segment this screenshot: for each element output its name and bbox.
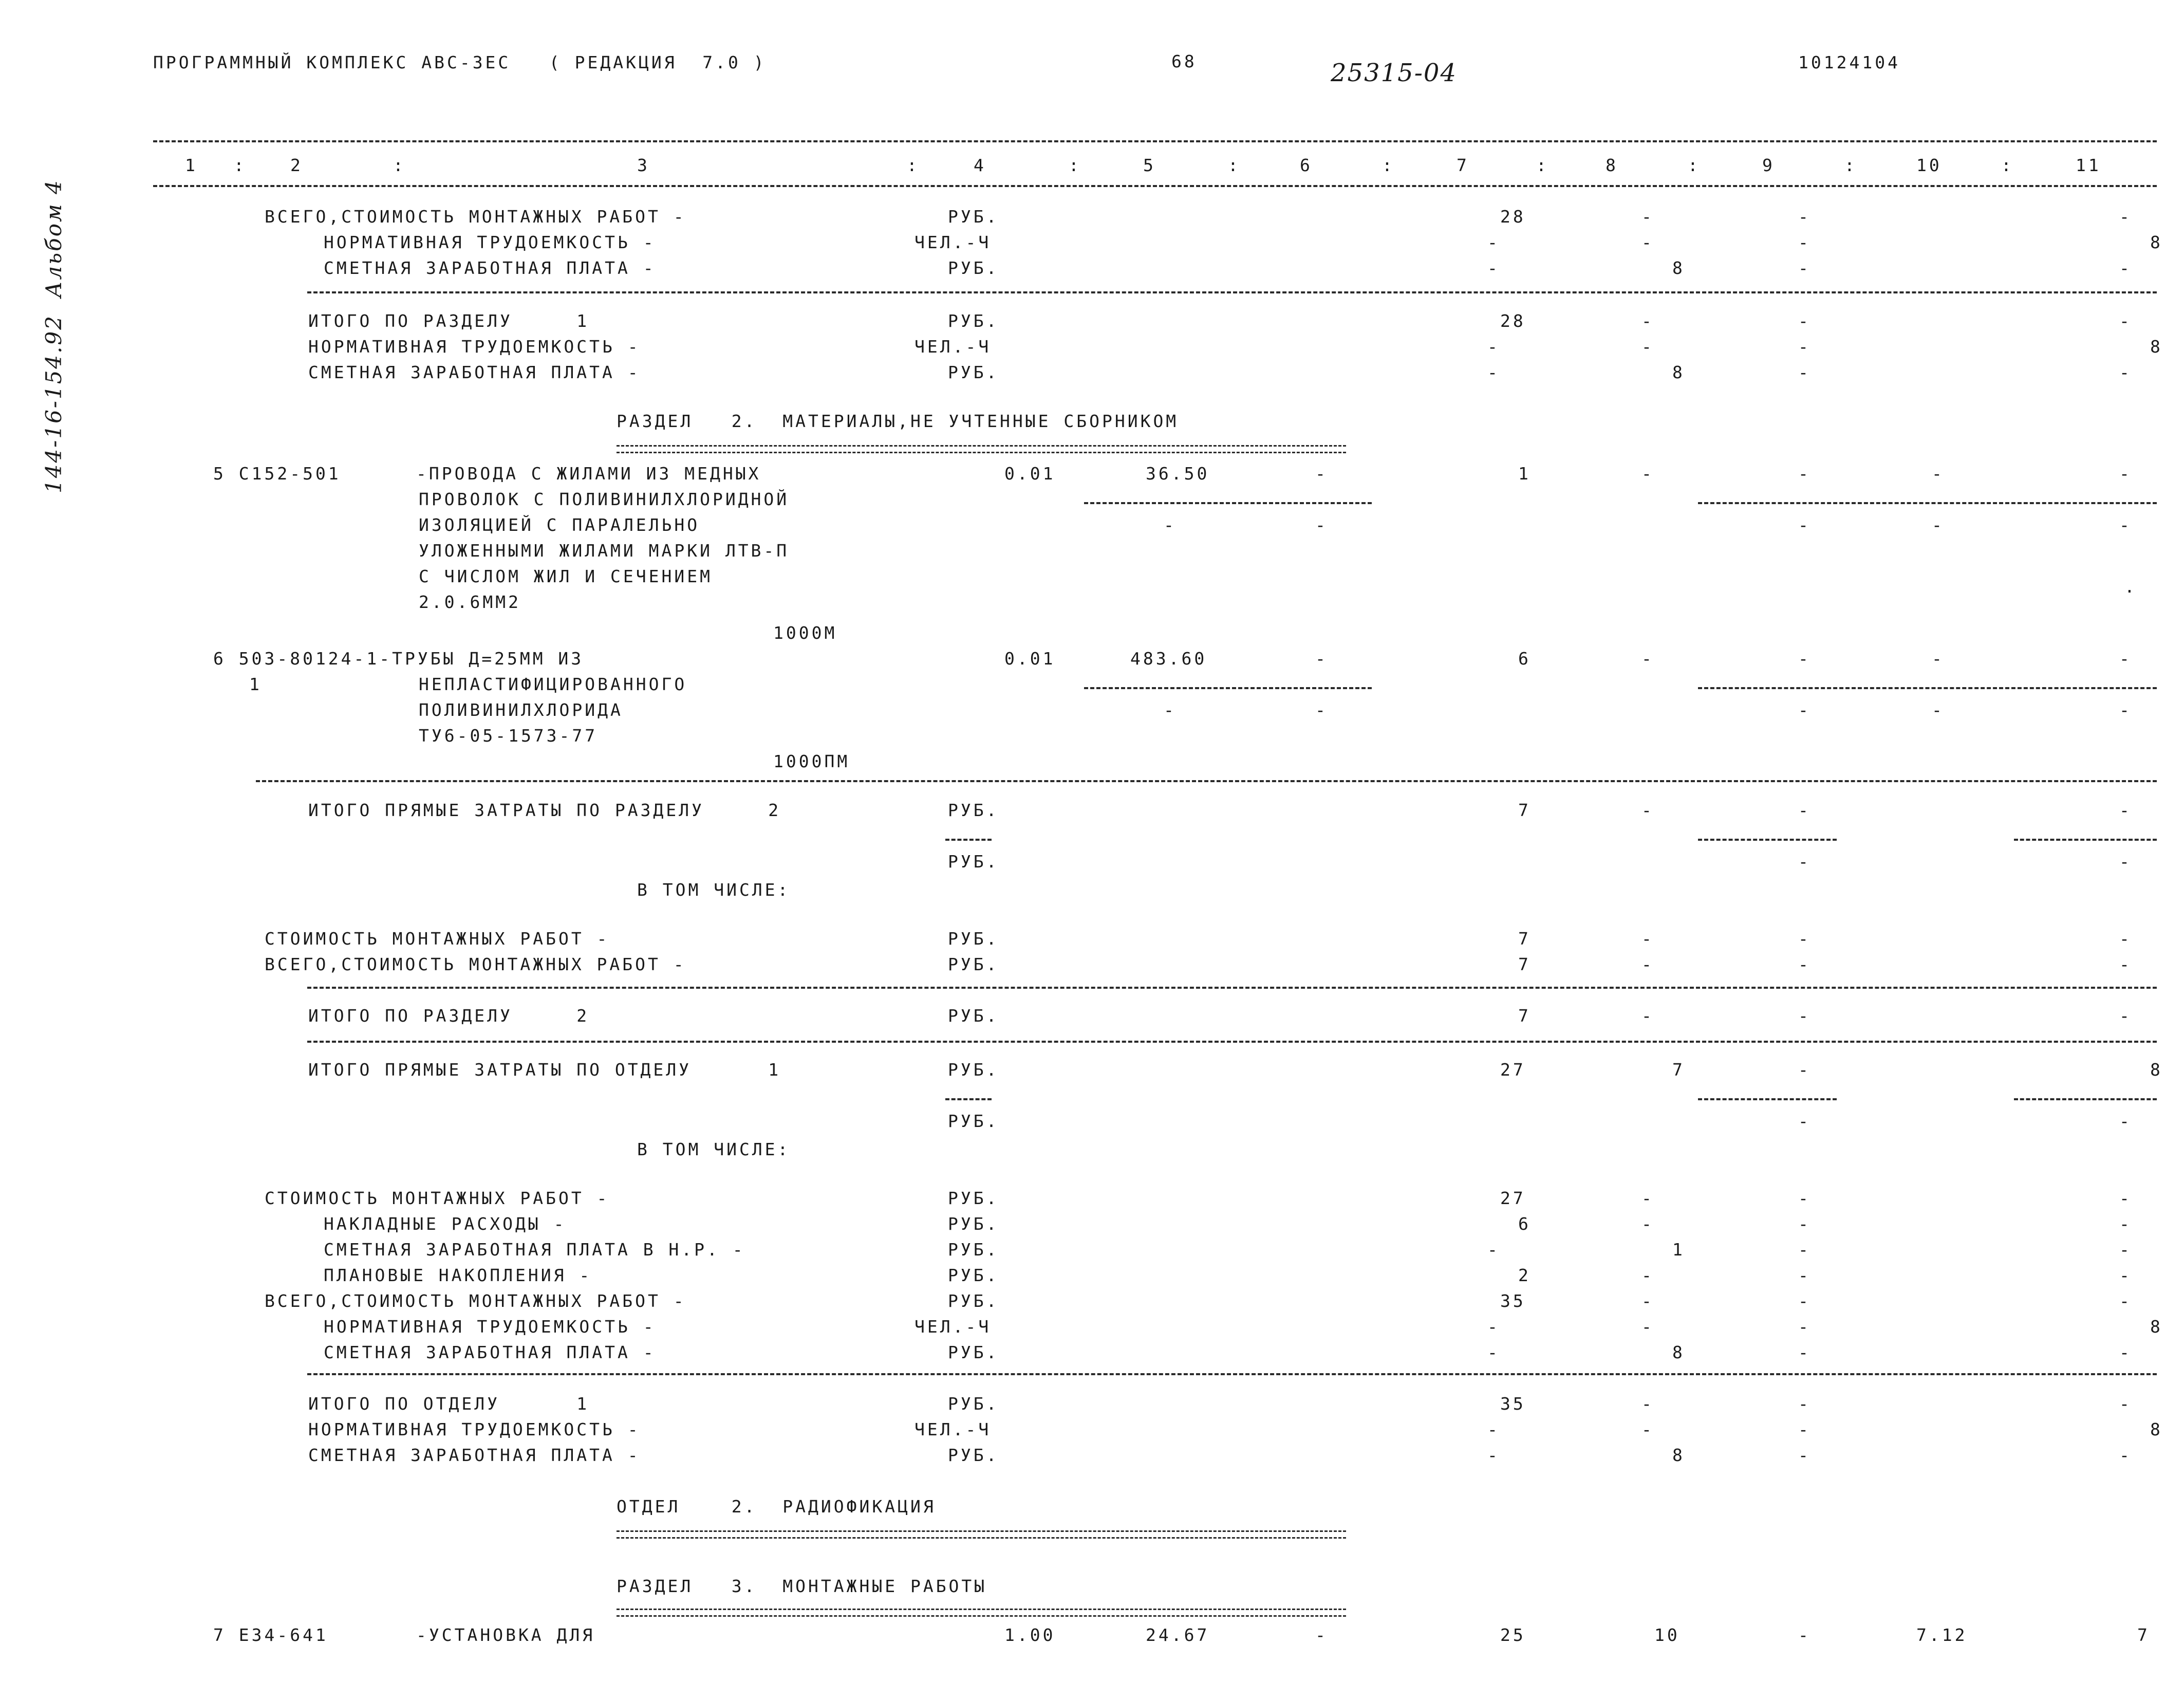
row-text: 24.67 <box>1146 1625 1210 1645</box>
row-text: РУБ. <box>948 1342 999 1362</box>
row-text: ПЛАНОВЫЕ НАКОПЛЕНИЯ - <box>324 1265 592 1285</box>
row-text: 2 <box>1518 1265 1531 1285</box>
row-text: - <box>2119 1240 2132 1260</box>
rule <box>945 839 992 841</box>
rule <box>307 291 2157 293</box>
row-text: РАЗДЕЛ 2. МАТЕРИАЛЫ,НЕ УЧТЕННЫЕ СБОРНИКОМ <box>617 411 1179 431</box>
row-text: 7.12 <box>1916 1625 1968 1645</box>
row-text: - <box>1932 515 1945 535</box>
row-text: ЧЕЛ.-Ч <box>914 1419 992 1439</box>
column-header-5: 5 <box>1143 155 1156 175</box>
column-header-2: 2 <box>290 155 303 175</box>
row-text: 7 Е34-641 <box>213 1625 328 1645</box>
row-text: 28 <box>1500 207 1526 227</box>
row-text: - <box>1641 1188 1654 1208</box>
row-text: - <box>1315 1625 1328 1645</box>
row-text: ОТДЕЛ 2. РАДИОФИКАЦИЯ <box>617 1496 936 1517</box>
row-text: РУБ. <box>948 1006 999 1026</box>
row-text: - <box>1641 1394 1654 1414</box>
row-text: СМЕТНАЯ ЗАРАБОТНАЯ ПЛАТА - <box>308 362 641 382</box>
column-header-7: 7 <box>1457 155 1469 175</box>
row-text: РУБ. <box>948 1240 999 1260</box>
row-text: - <box>1641 1265 1654 1285</box>
row-text: - <box>1798 1111 1811 1131</box>
row-text: - <box>1641 929 1654 949</box>
row-text: - <box>1798 311 1811 331</box>
row-text: - <box>1164 700 1177 720</box>
row-text: - <box>1798 1240 1811 1260</box>
row-text: 0.01 <box>1004 649 1056 669</box>
row-text: РУБ. <box>948 207 999 227</box>
row-text: - <box>1798 649 1811 669</box>
row-text: ИТОГО ПО ОТДЕЛУ 1 <box>308 1394 590 1414</box>
row-text: - <box>1315 464 1328 484</box>
album-side-note: 144-16-154.92 Альбом 4 <box>41 179 66 493</box>
row-text: В ТОМ ЧИСЛЕ: <box>637 1139 791 1159</box>
row-text: РУБ. <box>948 1291 999 1311</box>
row-text: - <box>2119 1445 2132 1465</box>
row-text: - <box>2119 1265 2132 1285</box>
column-separator: : <box>1069 155 1081 175</box>
row-text: - <box>1641 464 1654 484</box>
program-title: ПРОГРАММНЫЙ КОМПЛЕКС АВС-3ЕС ( РЕДАКЦИЯ 7.0 ) <box>153 52 767 72</box>
row-text: 6 <box>1518 649 1531 669</box>
row-text: - <box>1798 1445 1811 1465</box>
row-text: - <box>2119 852 2132 872</box>
row-text: 483.60 <box>1130 649 1207 669</box>
row-text: 7 <box>1518 800 1531 820</box>
row-text: 7 <box>2137 1625 2150 1645</box>
row-text: НОРМАТИВНАЯ ТРУДОЕМКОСТЬ - <box>324 232 656 252</box>
row-text: 5 С152-501 <box>213 464 341 484</box>
row-text: 1 <box>1518 464 1531 484</box>
row-text: РУБ. <box>948 1445 999 1465</box>
column-separator: : <box>1844 155 1857 175</box>
row-text: - <box>2119 1394 2132 1414</box>
row-text: РУБ. <box>948 362 999 382</box>
row-text: РУБ. <box>948 311 999 331</box>
document-code: 25315-04 <box>1331 59 1457 87</box>
row-text: РАЗДЕЛ 3. МОНТАЖНЫЕ РАБОТЫ <box>617 1576 987 1596</box>
row-text: - <box>1798 337 1811 357</box>
column-header-9: 9 <box>1762 155 1775 175</box>
row-text: - <box>1487 337 1500 357</box>
row-text: РУБ. <box>948 1188 999 1208</box>
row-text: 10 <box>1654 1625 1680 1645</box>
row-text: 7 <box>1672 1060 1685 1080</box>
row-text: -УСТАНОВКА ДЛЯ <box>416 1625 595 1645</box>
row-text: - <box>2119 362 2132 382</box>
row-text: РУБ. <box>948 1214 999 1234</box>
row-text: - <box>1932 700 1945 720</box>
row-text: - <box>1798 852 1811 872</box>
row-text: ВСЕГО,СТОИМОСТЬ МОНТАЖНЫХ РАБОТ - <box>265 207 686 227</box>
row-text: НОРМАТИВНАЯ ТРУДОЕМКОСТЬ - <box>324 1317 656 1337</box>
row-text: ЧЕЛ.-Ч <box>914 337 992 357</box>
row-text: НАКЛАДНЫЕ РАСХОДЫ - <box>324 1214 567 1234</box>
row-text: 1.00 <box>1004 1625 1056 1645</box>
row-text: - <box>2119 464 2132 484</box>
column-header-10: 10 <box>1916 155 1942 175</box>
row-text: - <box>1487 258 1500 278</box>
column-header-4: 4 <box>974 155 986 175</box>
row-text: - <box>1315 700 1328 720</box>
row-text: ИТОГО ПО РАЗДЕЛУ 1 <box>308 311 590 331</box>
row-text: 8 <box>1672 258 1685 278</box>
column-header-1: 1 <box>185 155 198 175</box>
row-text: РУБ. <box>948 1394 999 1414</box>
column-separator: : <box>1688 155 1701 175</box>
row-text: - <box>1487 1419 1500 1439</box>
column-separator: : <box>393 155 406 175</box>
row-text: 8 <box>1672 1342 1685 1362</box>
column-separator: : <box>907 155 920 175</box>
row-text: - <box>1164 515 1177 535</box>
rule <box>1084 687 1372 689</box>
rule <box>1698 839 1837 841</box>
row-text: - <box>1798 800 1811 820</box>
row-text: - <box>1641 232 1654 252</box>
row-text: 1 <box>1672 1240 1685 1260</box>
row-text: - <box>2119 1214 2132 1234</box>
row-text: - <box>1798 1214 1811 1234</box>
column-separator: : <box>1382 155 1395 175</box>
row-text: 7 <box>1518 954 1531 974</box>
row-text: 8 <box>2150 1317 2163 1337</box>
row-text: СМЕТНАЯ ЗАРАБОТНАЯ ПЛАТА - <box>324 1342 656 1362</box>
row-text: - <box>1641 1419 1654 1439</box>
row-text: - <box>2119 311 2132 331</box>
row-text: - <box>1641 1006 1654 1026</box>
double-underline <box>617 1609 1346 1617</box>
row-text: - <box>2119 929 2132 949</box>
rule <box>2014 839 2157 841</box>
row-text: 1000М <box>773 623 837 643</box>
row-text: - <box>1932 464 1945 484</box>
row-text: ВСЕГО,СТОИМОСТЬ МОНТАЖНЫХ РАБОТ - <box>265 954 686 974</box>
row-text: В ТОМ ЧИСЛЕ: <box>637 880 791 900</box>
rule <box>945 1098 992 1100</box>
row-text: - <box>1315 649 1328 669</box>
row-text: - <box>2119 1291 2132 1311</box>
row-text: - <box>1641 954 1654 974</box>
row-text: - <box>1798 515 1811 535</box>
row-text: - <box>1798 1419 1811 1439</box>
column-header-11: 11 <box>2076 155 2101 175</box>
row-text: - <box>2119 1006 2132 1026</box>
row-text: СМЕТНАЯ ЗАРАБОТНАЯ ПЛАТА В Н.Р. - <box>324 1240 745 1260</box>
row-text: - <box>1798 1265 1811 1285</box>
row-text: РУБ. <box>948 1265 999 1285</box>
row-text: 8 <box>2150 1060 2163 1080</box>
row-text: - <box>2119 700 2132 720</box>
row-text: ПРОВОЛОК С ПОЛИВИНИЛХЛОРИДНОЙ <box>419 489 790 509</box>
sheet-code: 10124104 <box>1798 52 1900 72</box>
row-text: - <box>1487 1445 1500 1465</box>
row-text: - <box>1487 362 1500 382</box>
row-text: НОРМАТИВНАЯ ТРУДОЕМКОСТЬ - <box>308 1419 641 1439</box>
rule <box>1698 687 2157 689</box>
row-text: СТОИМОСТЬ МОНТАЖНЫХ РАБОТ - <box>265 929 610 949</box>
row-text: - <box>1798 362 1811 382</box>
row-text: - <box>2119 1188 2132 1208</box>
row-text: 27 <box>1500 1188 1526 1208</box>
row-text: - <box>1798 700 1811 720</box>
rule <box>2014 1098 2157 1100</box>
row-text: - <box>1798 1625 1811 1645</box>
row-text: НЕПЛАСТИФИЦИРОВАННОГО <box>419 674 687 694</box>
row-text: - <box>1798 232 1811 252</box>
column-separator: : <box>1228 155 1241 175</box>
row-text: - <box>1641 337 1654 357</box>
row-text: ИЗОЛЯЦИЕЙ С ПАРАЛЕЛЬНО <box>419 515 700 535</box>
row-text: - <box>1798 1317 1811 1337</box>
rule <box>307 1373 2157 1375</box>
rule <box>1698 502 2157 504</box>
row-text: РУБ. <box>948 258 999 278</box>
row-text: 7 <box>1518 1006 1531 1026</box>
row-text: - <box>1798 929 1811 949</box>
column-separator: : <box>1536 155 1549 175</box>
row-text: . <box>2124 577 2137 597</box>
row-text: - <box>1798 1394 1811 1414</box>
rule <box>307 987 2157 989</box>
row-text: -ПРОВОДА С ЖИЛАМИ ИЗ МЕДНЫХ <box>416 464 761 484</box>
row-text: УЛОЖЕННЫМИ ЖИЛАМИ МАРКИ ЛТВ-П <box>419 541 790 561</box>
page-number: 68 <box>1171 51 1197 71</box>
double-underline <box>617 1530 1346 1539</box>
row-text: РУБ. <box>948 852 999 872</box>
row-text: ИТОГО ПО РАЗДЕЛУ 2 <box>308 1006 590 1026</box>
row-text: - <box>1487 1317 1500 1337</box>
row-text: - <box>2119 1111 2132 1131</box>
row-text: 6 503-80124-1-ТРУБЫ Д=25ММ ИЗ <box>213 649 584 669</box>
row-text: РУБ. <box>948 1111 999 1131</box>
row-text: 25 <box>1500 1625 1526 1645</box>
row-text: - <box>1798 954 1811 974</box>
row-text: НОРМАТИВНАЯ ТРУДОЕМКОСТЬ - <box>308 337 641 357</box>
row-text: 8 <box>1672 362 1685 382</box>
row-text: - <box>1798 258 1811 278</box>
row-text: - <box>1932 649 1945 669</box>
row-text: - <box>1798 1060 1811 1080</box>
row-text: ИТОГО ПРЯМЫЕ ЗАТРАТЫ ПО РАЗДЕЛУ 2 <box>308 800 781 820</box>
row-text: ЧЕЛ.-Ч <box>914 232 992 252</box>
row-text: 28 <box>1500 311 1526 331</box>
row-text: ПОЛИВИНИЛХЛОРИДА <box>419 700 623 720</box>
row-text: - <box>1798 1342 1811 1362</box>
row-text: РУБ. <box>948 800 999 820</box>
column-separator: : <box>234 155 247 175</box>
row-text: - <box>2119 1342 2132 1362</box>
row-text: СМЕТНАЯ ЗАРАБОТНАЯ ПЛАТА - <box>308 1445 641 1465</box>
row-text: 1000ПМ <box>773 751 850 771</box>
row-text: С ЧИСЛОМ ЖИЛ И СЕЧЕНИЕМ <box>419 566 713 586</box>
rule <box>1084 502 1372 504</box>
row-text: - <box>1798 207 1811 227</box>
column-header-8: 8 <box>1606 155 1618 175</box>
column-header-3: 3 <box>637 155 650 175</box>
row-text: - <box>1641 800 1654 820</box>
row-text: 35 <box>1500 1291 1526 1311</box>
row-text: 2.0.6ММ2 <box>419 592 521 612</box>
row-text: 8 <box>2150 232 2163 252</box>
row-text: - <box>2119 258 2132 278</box>
row-text: 0.01 <box>1004 464 1056 484</box>
row-text: РУБ. <box>948 1060 999 1080</box>
row-text: ИТОГО ПРЯМЫЕ ЗАТРАТЫ ПО ОТДЕЛУ 1 <box>308 1060 781 1080</box>
row-text: 1 <box>249 674 262 694</box>
rule-header-bottom <box>153 185 2157 187</box>
row-text: 7 <box>1518 929 1531 949</box>
row-text: - <box>1798 1291 1811 1311</box>
row-text: 8 <box>1672 1445 1685 1465</box>
row-text: - <box>2119 207 2132 227</box>
rule <box>307 1041 2157 1043</box>
row-text: ТУ6-05-1573-77 <box>419 726 598 746</box>
row-text: 35 <box>1500 1394 1526 1414</box>
row-text: - <box>1798 1188 1811 1208</box>
rule-header-top <box>153 140 2157 142</box>
row-text: РУБ. <box>948 929 999 949</box>
row-text: - <box>1798 464 1811 484</box>
row-text: - <box>1798 1006 1811 1026</box>
row-text: 8 <box>2150 337 2163 357</box>
row-text: ЧЕЛ.-Ч <box>914 1317 992 1337</box>
row-text: РУБ. <box>948 954 999 974</box>
row-text: - <box>1641 1317 1654 1337</box>
row-text: 36.50 <box>1146 464 1210 484</box>
row-text: 6 <box>1518 1214 1531 1234</box>
row-text: - <box>2119 800 2132 820</box>
row-text: СТОИМОСТЬ МОНТАЖНЫХ РАБОТ - <box>265 1188 610 1208</box>
rule <box>256 780 2157 782</box>
row-text: - <box>2119 515 2132 535</box>
row-text: - <box>1641 649 1654 669</box>
row-text: 8 <box>2150 1419 2163 1439</box>
column-separator: : <box>2001 155 2014 175</box>
row-text: - <box>2119 649 2132 669</box>
row-text: 27 <box>1500 1060 1526 1080</box>
row-text: - <box>1641 207 1654 227</box>
row-text: - <box>1487 1342 1500 1362</box>
row-text: - <box>1641 1291 1654 1311</box>
row-text: - <box>1487 1240 1500 1260</box>
row-text: - <box>1641 1214 1654 1234</box>
row-text: СМЕТНАЯ ЗАРАБОТНАЯ ПЛАТА - <box>324 258 656 278</box>
row-text: ВСЕГО,СТОИМОСТЬ МОНТАЖНЫХ РАБОТ - <box>265 1291 686 1311</box>
row-text: - <box>2119 954 2132 974</box>
row-text: - <box>1641 311 1654 331</box>
rule <box>1698 1098 1837 1100</box>
row-text: - <box>1487 232 1500 252</box>
double-underline <box>617 445 1346 453</box>
column-header-6: 6 <box>1300 155 1313 175</box>
row-text: - <box>1315 515 1328 535</box>
